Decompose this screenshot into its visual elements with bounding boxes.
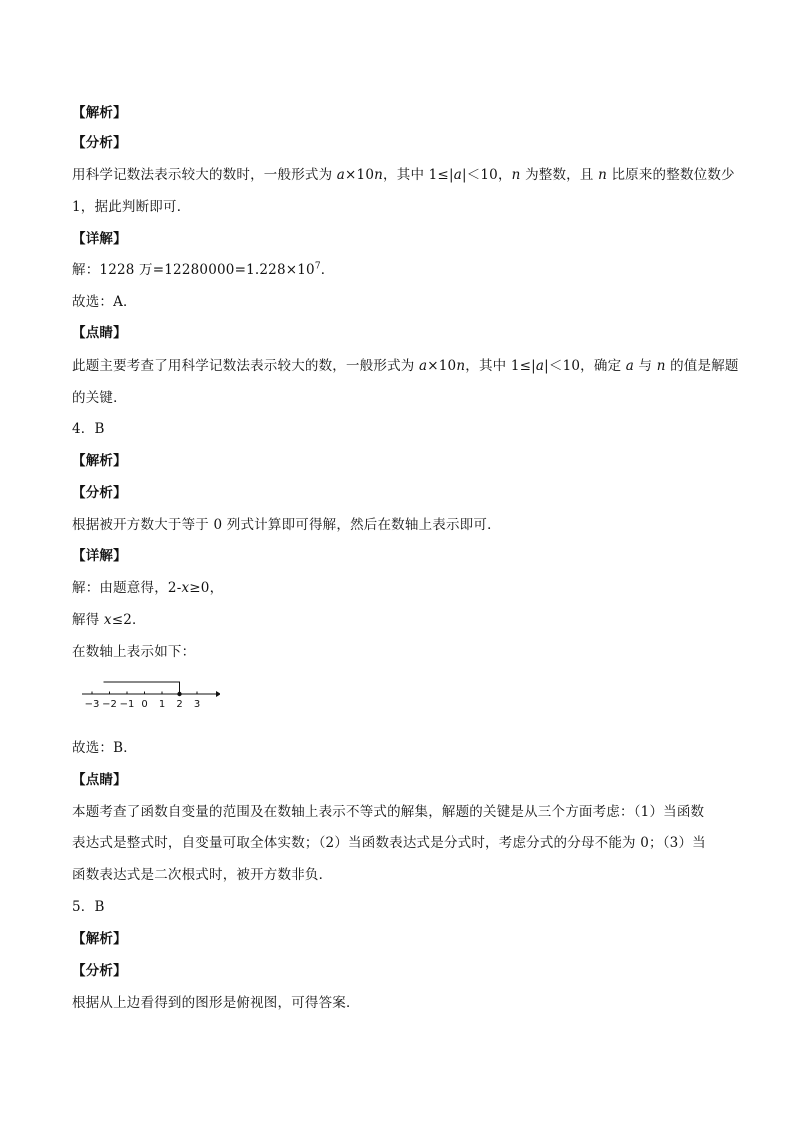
answer-line: 故选：A． [72,294,137,310]
text-run: 与 [634,358,657,374]
comment-text-line-1 [72,356,739,376]
comment-text-line-2: 表达式是整式时，自变量可取全体实数；（2）当函数表达式是分式时，考虑分式的分母不能为 0；（3）当 [72,835,706,851]
math-var: x [103,612,112,628]
tick-label: −2 [102,699,117,710]
math-var: n [456,358,466,374]
tick-label: −3 [84,699,100,710]
solution-line-2 [72,610,146,630]
section-heading-xiangjie: 【详解】 [72,231,127,247]
question-number-5: 5．B [72,899,105,915]
text-run: 解：由题意得，2- [72,580,182,596]
exponent: 7 [314,261,321,272]
tick-label: −1 [119,699,135,710]
solution-line-1 [72,578,223,598]
tick-label-group [85,699,201,710]
solution-line-3: 在数轴上表示如下： [72,644,196,660]
math-var: x [181,580,190,596]
section-heading-jiexi: 【解析】 [72,453,127,469]
math-var: a [453,167,462,183]
text-run: ≤2． [111,612,146,628]
analysis-text-line: 根据被开方数大于等于 0 列式计算即可得解，然后在数轴上表示即可． [72,517,501,533]
solution-line [72,260,334,280]
math-var: n [656,358,666,374]
tick-label: 2 [176,699,183,710]
section-heading-xiangjie: 【详解】 [72,548,127,564]
text-run: |＜10， [461,167,512,183]
section-heading-fenxi: 【分析】 [72,135,127,151]
text-run: 解得 [72,612,104,628]
comment-text-line-3: 函数表达式是二次根式时，被开方数非负． [72,867,333,883]
analysis-text-line-2: 1，据此判断即可． [72,199,191,215]
text-run: ×10 [345,167,375,183]
text-run: ，其中 1≤| [383,167,454,183]
math-var: n [511,167,521,183]
math-var: a [535,358,545,374]
closed-endpoint-dot [177,692,181,696]
section-heading-jiexi: 【解析】 [72,931,127,947]
number-line-figure [80,676,220,716]
section-heading-jiexi: 【解析】 [72,105,127,121]
arrow-right-icon [216,691,220,697]
text-run: ×10 [427,358,457,374]
text-run: 为整数，且 [520,167,599,183]
text-run: 此题主要考查了用科学记数法表示较大的数，一般形式为 [72,358,419,374]
analysis-text-line: 根据从上边看得到的图形是俯视图，可得答案． [72,995,360,1011]
section-heading-fenxi: 【分析】 [72,485,127,501]
math-var: a [419,358,428,374]
math-var: a [336,167,346,183]
solution-bracket [104,682,180,694]
question-number-4: 4．B [72,421,105,437]
math-var: n [374,167,384,183]
text-run: ≥0， [189,580,224,596]
tick-label: 1 [158,699,166,710]
tick-label: 3 [193,699,201,710]
text-run: ． [320,262,335,278]
tick-label: 0 [141,699,148,710]
answer-line: 故选：B． [72,740,137,756]
text-run: 用科学记数法表示较大的数时，一般形式为 [72,167,337,183]
text-run: 比原来的整数位数少 [606,167,735,183]
text-run: ，其中 1≤| [465,358,536,374]
math-var: a [625,358,635,374]
text-run: 的值是解题 [665,358,739,374]
section-heading-dianjing: 【点睛】 [72,325,127,341]
text-run: |＜10，确定 [544,358,626,374]
text-run: 解：1228 万=12280000=1.228×10 [72,262,315,278]
math-var: n [598,167,607,183]
comment-text-line-2: 的关键． [72,390,127,406]
section-heading-fenxi: 【分析】 [72,963,127,979]
analysis-text-line-1 [72,165,735,185]
comment-text-line-1: 本题考查了函数自变量的范围及在数轴上表示不等式的解集，解题的关键是从三个方面考虑：（1）当函数 [72,804,705,820]
section-heading-dianjing: 【点睛】 [72,772,127,788]
